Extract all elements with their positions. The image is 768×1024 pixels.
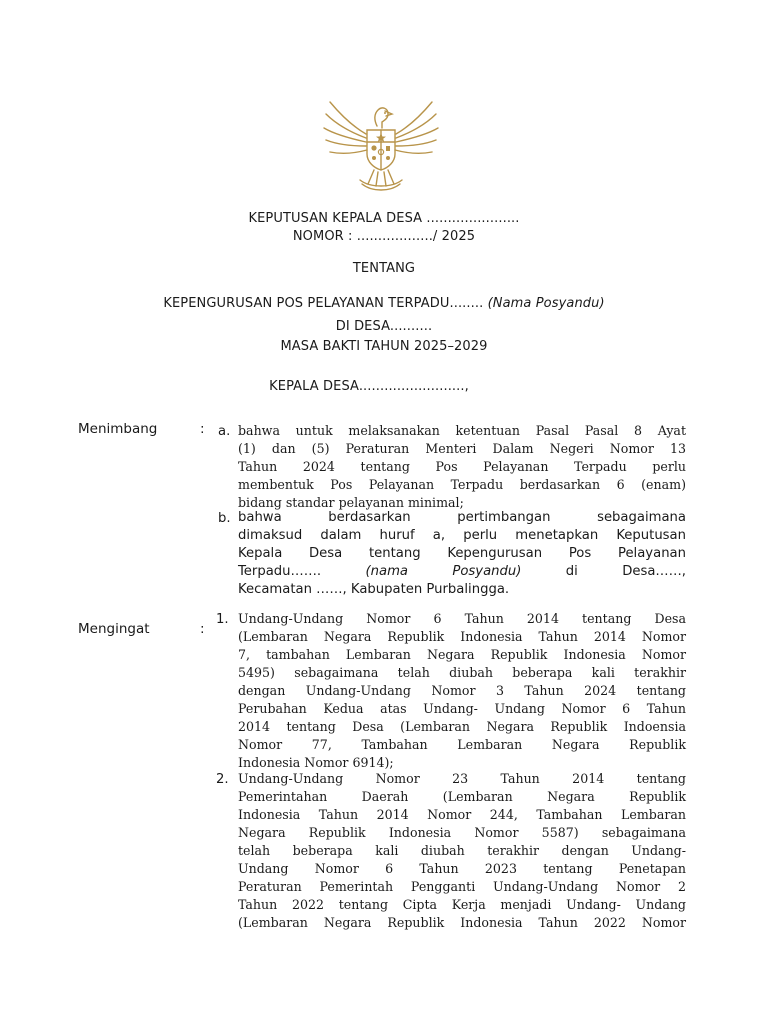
menimbang-b-line: bahwa berdasarkan pertimbangan sebagaimana bbox=[238, 510, 686, 525]
mengingat-1-line: Perubahan Kedua atas Undang- Undang Nomor 6 Tahun bbox=[238, 701, 686, 716]
menimbang-a-line: Tahun 2024 tentang Pos Pelayanan Terpadu perlu bbox=[238, 459, 686, 474]
mengingat-1-line: dengan Undang-Undang Nomor 3 Tahun 2024 tentang bbox=[238, 683, 686, 698]
menimbang-b-line: dimaksud dalam huruf a, perlu menetapkan Keputusan bbox=[238, 528, 686, 543]
item-marker-2: 2. bbox=[216, 772, 229, 787]
item-marker-b: b. bbox=[218, 511, 231, 526]
garuda-emblem bbox=[322, 92, 440, 197]
item-marker-a: a. bbox=[218, 424, 231, 439]
mengingat-colon: : bbox=[200, 621, 205, 637]
mengingat-1-line: Nomor 77, Tambahan Lembaran Negara Republik bbox=[238, 737, 686, 752]
menimbang-b-line: Kepala Desa tentang Kepengurusan Pos Pelayanan bbox=[238, 546, 686, 561]
mengingat-2-line: Tahun 2022 tentang Cipta Kerja menjadi Undang- Undang bbox=[238, 897, 686, 912]
mengingat-1-line: Undang-Undang Nomor 6 Tahun 2014 tentang Desa bbox=[238, 611, 686, 626]
menimbang-a-line: membentuk Pos Pelayanan Terpadu berdasarkan 6 (enam) bbox=[238, 477, 686, 492]
menimbang-label: Menimbang bbox=[78, 421, 158, 437]
mengingat-1-line: 7, tambahan Lembaran Negara Republik Indonesia Nomor bbox=[238, 647, 686, 662]
menimbang-a-line: (1) dan (5) Peraturan Menteri Dalam Negeri Nomor 13 bbox=[238, 441, 686, 456]
line-part: di Desa……, bbox=[565, 564, 686, 579]
mengingat-2-line: Indonesia Tahun 2014 Nomor 244, Tambahan Lembaran bbox=[238, 807, 686, 822]
mengingat-2-line: Pemerintahan Daerah (Lembaran Negara Republik bbox=[238, 789, 686, 804]
menimbang-colon: : bbox=[200, 421, 205, 437]
mengingat-1-line: (Lembaran Negara Republik Indonesia Tahun 2014 Nomor bbox=[238, 629, 686, 644]
menimbang-a-line: bidang standar pelayanan minimal; bbox=[238, 495, 464, 510]
mengingat-2-line: Undang-Undang Nomor 23 Tahun 2014 tentang bbox=[238, 771, 686, 786]
subject-italic: (Nama Posyandu) bbox=[487, 296, 605, 311]
mengingat-label: Mengingat bbox=[78, 621, 150, 637]
issuer-line: KEPALA DESA........................., bbox=[269, 379, 469, 394]
mengingat-2-line: Negara Republik Indonesia Nomor 5587) sebagaimana bbox=[238, 825, 686, 840]
line-part-italic: (nama Posyandu) bbox=[365, 564, 522, 579]
item-marker-1: 1. bbox=[216, 612, 229, 627]
menimbang-a-line: bahwa untuk melaksanakan ketentuan Pasal Pasal 8 Ayat bbox=[238, 423, 686, 438]
mengingat-2-line: telah beberapa kali diubah terakhir dengan Undang- bbox=[238, 843, 686, 858]
mengingat-2-line: Undang Nomor 6 Tahun 2023 tentang Penetapan bbox=[238, 861, 686, 876]
mengingat-2-line: Peraturan Pemerintah Pengganti Undang-Undang Nomor 2 bbox=[238, 879, 686, 894]
about-heading: TENTANG bbox=[352, 261, 416, 276]
mengingat-1-line: 5495) sebagaimana telah diubah beberapa kali terakhir bbox=[238, 665, 686, 680]
mengingat-1-line: Indonesia Nomor 6914); bbox=[238, 755, 394, 770]
village-line: DI DESA.......... bbox=[335, 319, 433, 334]
mengingat-2-line: (Lembaran Negara Republik Indonesia Tahun 2022 Nomor bbox=[238, 915, 686, 930]
term-line: MASA BAKTI TAHUN 2025–2029 bbox=[280, 339, 488, 354]
menimbang-b-line: Kecamatan ……, Kabupaten Purbalingga. bbox=[238, 582, 510, 597]
line-part: Terpadu……. bbox=[238, 564, 322, 579]
menimbang-b-line bbox=[238, 563, 686, 581]
subject-text: KEPENGURUSAN POS PELAYANAN TERPADU........ bbox=[163, 296, 484, 311]
decree-title: KEPUTUSAN KEPALA DESA ...................... bbox=[248, 211, 520, 226]
mengingat-1-line: 2014 tentang Desa (Lembaran Negara Republik Indoensia bbox=[238, 719, 686, 734]
decree-number: NOMOR : ................../ 2025 bbox=[292, 229, 476, 244]
decree-subject bbox=[0, 296, 768, 311]
